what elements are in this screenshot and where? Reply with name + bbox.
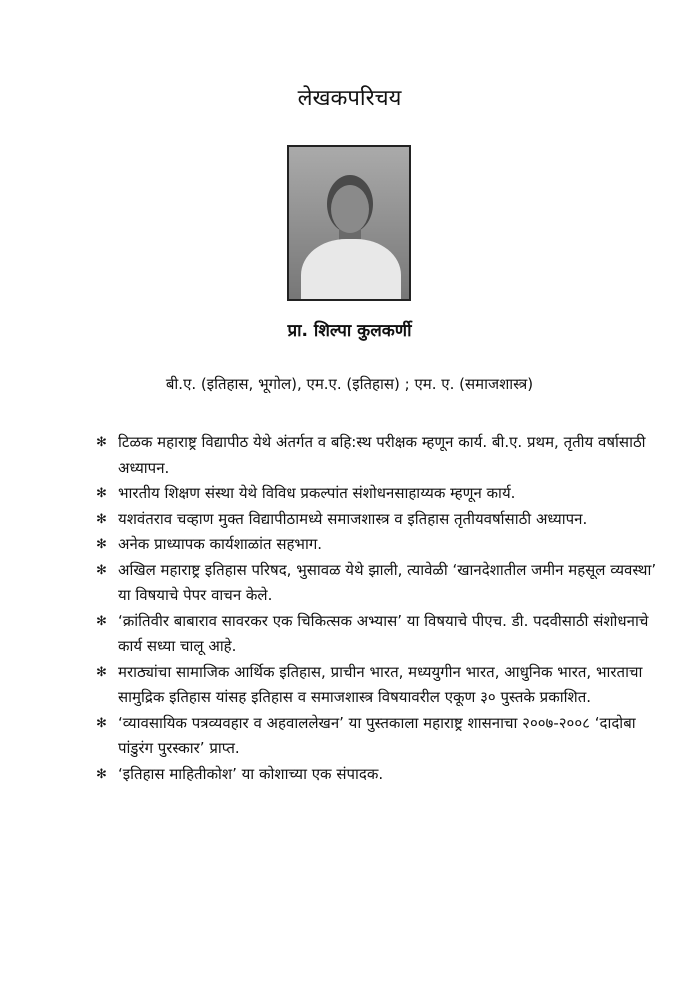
list-item <box>96 609 666 660</box>
list-item <box>96 507 666 533</box>
list-item <box>96 481 666 507</box>
bullet-icon: ✻ <box>96 766 107 782</box>
author-degrees: बी.ए. (इतिहास, भूगोल), एम.ए. (इतिहास) ; एम. ए. (समाजशास्त्र) <box>165 375 534 393</box>
list-item-text: ‘व्यावसायिक पत्रव्यवहार व अहवाललेखन’ या पुस्तकाला महाराष्ट्र शासनाचा २००७-२००८ ‘दादोबा पांडुरंग पुरस्कार’ प्राप्त. <box>118 713 636 757</box>
list-item <box>96 430 666 481</box>
bullet-icon: ✻ <box>96 511 107 527</box>
bullet-icon: ✻ <box>96 435 107 450</box>
list-item-text: ‘इतिहास माहितीकोश’ या कोशाच्या एक संपादक. <box>118 764 384 783</box>
author-name: प्रा. शिल्पा कुलकर्णी <box>287 321 412 341</box>
bullet-icon: ✻ <box>96 537 107 552</box>
list-item <box>96 558 666 609</box>
list-item-text: ‘क्रांतिवीर बाबाराव सावरकर एक चिकित्सक अभ्यास’ या विषयाचे पीएच. डी. पदवीसाठी संशोधनाचे कार्य सध्या चालू आहे. <box>118 611 649 655</box>
bullet-icon: ✻ <box>96 664 107 680</box>
list-item-text: अनेक प्राध्यापक कार्यशाळांत सहभाग. <box>118 535 323 553</box>
bullet-icon: ✻ <box>96 613 107 629</box>
list-item-text: यशवंतराव चव्हाण मुक्त विद्यापीठामध्ये समाजशास्त्र व इतिहास तृतीयवर्षासाठी अध्यापन. <box>118 509 588 528</box>
achievements-list <box>96 430 666 787</box>
bullet-icon: ✻ <box>96 486 107 501</box>
list-item-text: भारतीय शिक्षण संस्था येथे विविध प्रकल्पांत संशोधनसाहाय्यक म्हणून कार्य. <box>118 484 516 502</box>
list-item <box>96 711 666 762</box>
list-item <box>96 660 666 711</box>
list-item <box>96 532 666 558</box>
page-title: लेखकपरिचय <box>297 86 402 111</box>
bullet-icon: ✻ <box>96 562 107 578</box>
list-item-text: मराठ्यांचा सामाजिक आर्थिक इतिहास, प्राचीन भारत, मध्ययुगीन भारत, आधुनिक भारत, भारताचा सामुद्रिक इतिहास यांसह इतिहास व समाजशास्त्र विषयावरील एकूण ३० पुस्तके प्रकाशित. <box>118 662 643 706</box>
list-item-text: टिळक महाराष्ट्र विद्यापीठ येथे अंतर्गत व बहि:स्थ परीक्षक म्हणून कार्य. बी.ए. प्रथम, तृतीय वर्षासाठी अध्यापन. <box>118 433 646 477</box>
bullet-icon: ✻ <box>96 715 107 731</box>
list-item <box>96 762 666 788</box>
author-photo <box>287 145 411 301</box>
list-item-text: अखिल महाराष्ट्र इतिहास परिषद, भुसावळ येथे झाली, त्यावेळी ‘खानदेशातील जमीन महसूल व्यवस्था’ या विषयाचे पेपर वाचन केले. <box>118 560 657 604</box>
